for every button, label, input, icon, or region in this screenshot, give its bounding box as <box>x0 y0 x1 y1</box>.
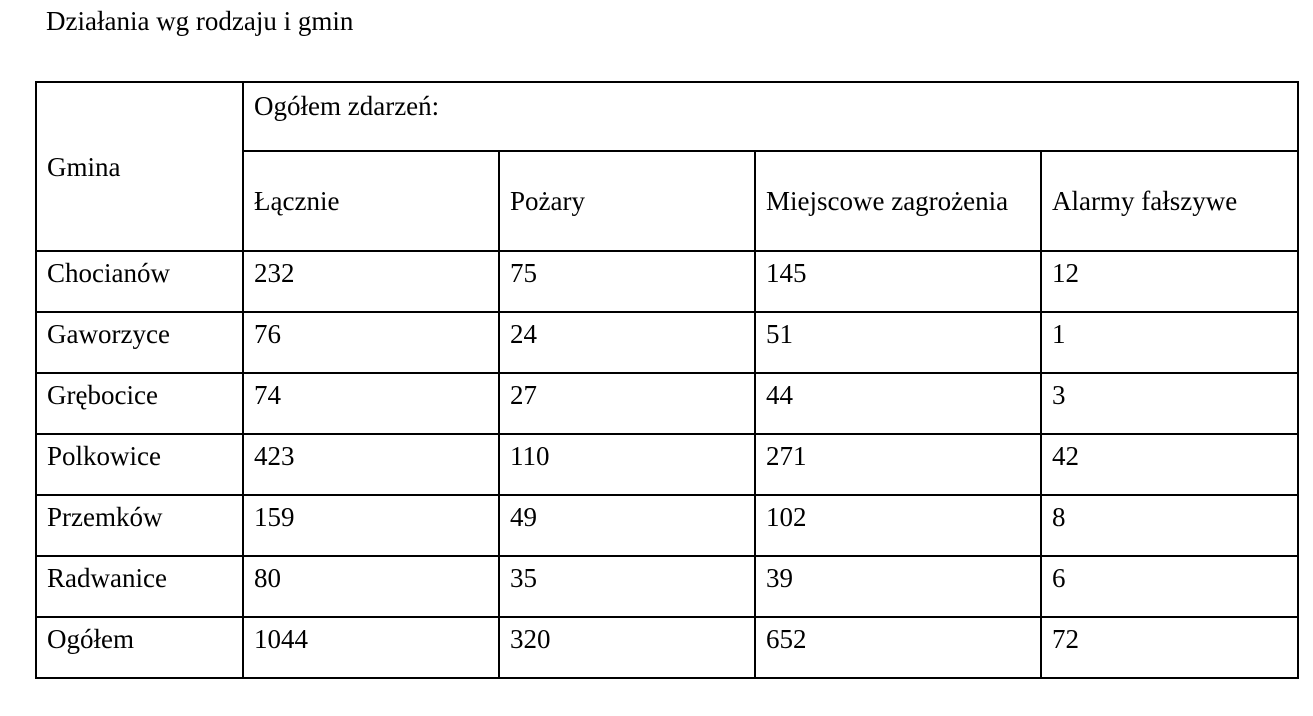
cell-gmina: Chocianów <box>36 251 243 312</box>
cell-pozary: 24 <box>499 312 755 373</box>
cell-gmina: Grębocice <box>36 373 243 434</box>
table-row <box>36 556 1298 617</box>
cell-miejscowe-zagrozenia: 102 <box>755 495 1041 556</box>
cell-gmina: Polkowice <box>36 434 243 495</box>
column-header-gmina: Gmina <box>36 82 243 251</box>
cell-miejscowe-zagrozenia: 39 <box>755 556 1041 617</box>
cell-pozary: 35 <box>499 556 755 617</box>
column-header-alarmy-falszywe: Alarmy fałszywe <box>1041 151 1298 251</box>
cell-alarmy-falszywe: 12 <box>1041 251 1298 312</box>
cell-pozary: 110 <box>499 434 755 495</box>
cell-gmina: Przemków <box>36 495 243 556</box>
cell-alarmy-falszywe: 6 <box>1041 556 1298 617</box>
cell-lacznie: 159 <box>243 495 499 556</box>
table-row <box>36 434 1298 495</box>
cell-pozary: 320 <box>499 617 755 678</box>
cell-pozary: 27 <box>499 373 755 434</box>
column-header-lacznie: Łącznie <box>243 151 499 251</box>
cell-miejscowe-zagrozenia: 271 <box>755 434 1041 495</box>
cell-gmina: Radwanice <box>36 556 243 617</box>
cell-miejscowe-zagrozenia: 145 <box>755 251 1041 312</box>
cell-gmina: Ogółem <box>36 617 243 678</box>
incidents-table <box>35 81 1299 679</box>
column-header-pozary: Pożary <box>499 151 755 251</box>
cell-lacznie: 74 <box>243 373 499 434</box>
cell-pozary: 49 <box>499 495 755 556</box>
cell-alarmy-falszywe: 3 <box>1041 373 1298 434</box>
column-header-miejscowe-zagrozenia: Miejscowe zagrożenia <box>755 151 1041 251</box>
cell-alarmy-falszywe: 72 <box>1041 617 1298 678</box>
table-row <box>36 373 1298 434</box>
cell-lacznie: 80 <box>243 556 499 617</box>
cell-alarmy-falszywe: 8 <box>1041 495 1298 556</box>
document-title: Działania wg rodzaju i gmin <box>46 6 354 36</box>
cell-lacznie: 232 <box>243 251 499 312</box>
cell-miejscowe-zagrozenia: 652 <box>755 617 1041 678</box>
cell-alarmy-falszywe: 1 <box>1041 312 1298 373</box>
cell-pozary: 75 <box>499 251 755 312</box>
table-row <box>36 312 1298 373</box>
table-total-row <box>36 617 1298 678</box>
cell-gmina: Gaworzyce <box>36 312 243 373</box>
cell-lacznie: 1044 <box>243 617 499 678</box>
cell-lacznie: 423 <box>243 434 499 495</box>
table-body <box>36 251 1298 678</box>
cell-alarmy-falszywe: 42 <box>1041 434 1298 495</box>
column-group-header-ogolem: Ogółem zdarzeń: <box>243 82 1298 151</box>
table-header-row <box>36 82 1298 151</box>
cell-lacznie: 76 <box>243 312 499 373</box>
cell-miejscowe-zagrozenia: 51 <box>755 312 1041 373</box>
table-row <box>36 495 1298 556</box>
cell-miejscowe-zagrozenia: 44 <box>755 373 1041 434</box>
table-row <box>36 251 1298 312</box>
